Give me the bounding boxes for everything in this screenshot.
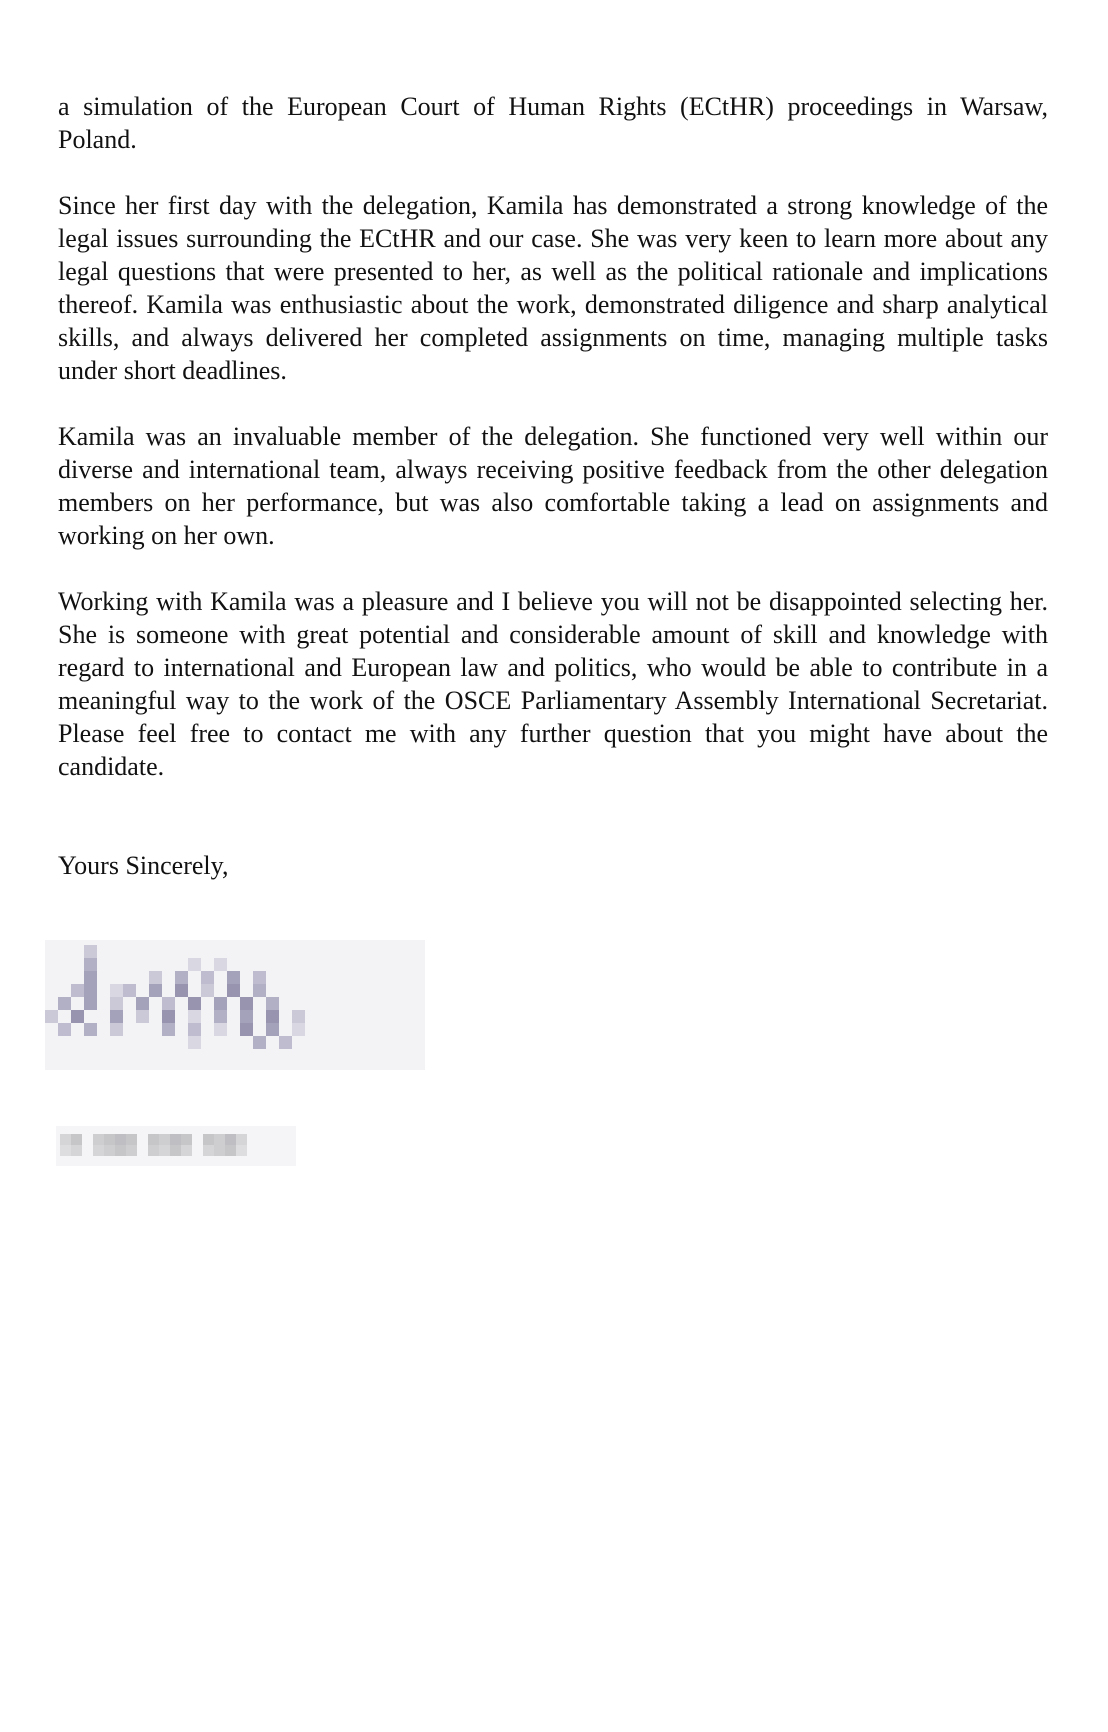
closing-salutation: Yours Sincerely, [58, 851, 229, 880]
paragraph-2: Since her first day with the delegation, Kamila has demonstrated a strong knowledge of the legal issues surrounding the ECtHR and our case. She was very keen to learn more about any legal questions that were presented to her, as well as the political rationale and implications thereof. Kamila was enthusiastic about the work, demonstrated diligence and sharp analytical skills, and always delivered her completed assignments on time, managing multiple tasks under short deadlines. [58, 191, 1048, 385]
name-pixel [93, 1134, 104, 1145]
signature-pixel [110, 1023, 123, 1036]
name-pixel [104, 1145, 115, 1156]
signature-pixel [292, 1010, 305, 1023]
paragraph-1: a simulation of the European Court of Human Rights (ECtHR) proceedings in Warsaw, Poland. [58, 92, 1048, 154]
signature-pixel [253, 1036, 266, 1049]
signature-pixel [266, 1023, 279, 1036]
signature-pixel [71, 984, 84, 997]
name-pixel [214, 1134, 225, 1145]
signature-pixel [188, 1036, 201, 1049]
signature-pixel [110, 1010, 123, 1023]
signature-pixel [123, 984, 136, 997]
name-pixel [71, 1145, 82, 1156]
name-pixel [203, 1145, 214, 1156]
signature-pixel [253, 971, 266, 984]
signature-pixel [214, 958, 227, 971]
signature-pixel [136, 997, 149, 1010]
pixelated-signature-image [45, 930, 425, 1080]
name-pixel [126, 1134, 137, 1145]
name-pixel [60, 1145, 71, 1156]
signature-pixel [201, 984, 214, 997]
name-pixel [60, 1134, 71, 1145]
name-pixel [181, 1145, 192, 1156]
paragraph-4: Working with Kamila was a pleasure and I believe you will not be disappointed selecting her. She is someone with great potential and considerable amount of skill and knowledge with regard to international and European law and politics, who would be able to contribute in a meaningful way to the work of the OSCE Parliamentary Assembly International Secretariat. Please feel free to contact me with any further question that you might have about the candidate. [58, 587, 1048, 781]
signature-pixel [84, 958, 97, 971]
signature-pixel [162, 997, 175, 1010]
name-pixel [93, 1145, 104, 1156]
signature-pixel [188, 1023, 201, 1036]
name-pixel [170, 1134, 181, 1145]
name-pixel [236, 1145, 247, 1156]
name-pixel [225, 1145, 236, 1156]
signature-pixel [136, 1010, 149, 1023]
name-pixel [148, 1134, 159, 1145]
paragraph-3: Kamila was an invaluable member of the delegation. She functioned very well within our diverse and international team, always receiving positive feedback from the other delegation members on her performance, but was also comfortable taking a lead on assignments and working on her own. [58, 422, 1048, 550]
signature-pixel [240, 997, 253, 1010]
name-pixel [126, 1145, 137, 1156]
name-pixel [159, 1134, 170, 1145]
name-pixel [181, 1134, 192, 1145]
signature-pixel [227, 984, 240, 997]
signature-pixel [149, 971, 162, 984]
signature-pixel [227, 971, 240, 984]
name-pixel [104, 1134, 115, 1145]
signature-pixel [240, 1010, 253, 1023]
signature-haze [45, 940, 425, 1070]
signature-pixel [266, 1010, 279, 1023]
signature-pixel [84, 971, 97, 984]
signature-pixel [188, 1010, 201, 1023]
signature-pixel [214, 997, 227, 1010]
redacted-signature [45, 930, 425, 1080]
signature-pixel [84, 984, 97, 997]
signature-pixel [201, 971, 214, 984]
signature-pixel [162, 1023, 175, 1036]
signature-pixel [58, 1023, 71, 1036]
signature-pixel [214, 1023, 227, 1036]
name-pixel [225, 1134, 236, 1145]
name-pixel [170, 1145, 181, 1156]
letter-body [58, 90, 1048, 882]
signature-pixel [110, 984, 123, 997]
name-pixel [115, 1145, 126, 1156]
signature-pixel [279, 1036, 292, 1049]
name-pixel [71, 1134, 82, 1145]
name-pixel [115, 1134, 126, 1145]
signature-pixel [266, 997, 279, 1010]
signature-pixel [110, 997, 123, 1010]
signature-pixel [188, 958, 201, 971]
signature-pixel [162, 1010, 175, 1023]
signature-pixel [253, 984, 266, 997]
signature-pixel [214, 1010, 227, 1023]
pixelated-name-image [56, 1118, 296, 1178]
name-pixel [236, 1134, 247, 1145]
signature-pixel [175, 984, 188, 997]
signature-pixel [175, 971, 188, 984]
name-pixel [159, 1145, 170, 1156]
signature-pixel [45, 1010, 58, 1023]
signature-pixel [84, 1023, 97, 1036]
signature-pixel [149, 984, 162, 997]
name-pixel [148, 1145, 159, 1156]
signature-pixel [84, 997, 97, 1010]
name-pixel [203, 1134, 214, 1145]
signature-pixel [240, 1023, 253, 1036]
signature-pixel [71, 1010, 84, 1023]
name-pixel [214, 1145, 225, 1156]
signature-pixel [84, 945, 97, 958]
redacted-signatory-name [56, 1118, 296, 1178]
signature-pixel [292, 1023, 305, 1036]
signature-pixel [58, 997, 71, 1010]
signature-pixel [188, 997, 201, 1010]
